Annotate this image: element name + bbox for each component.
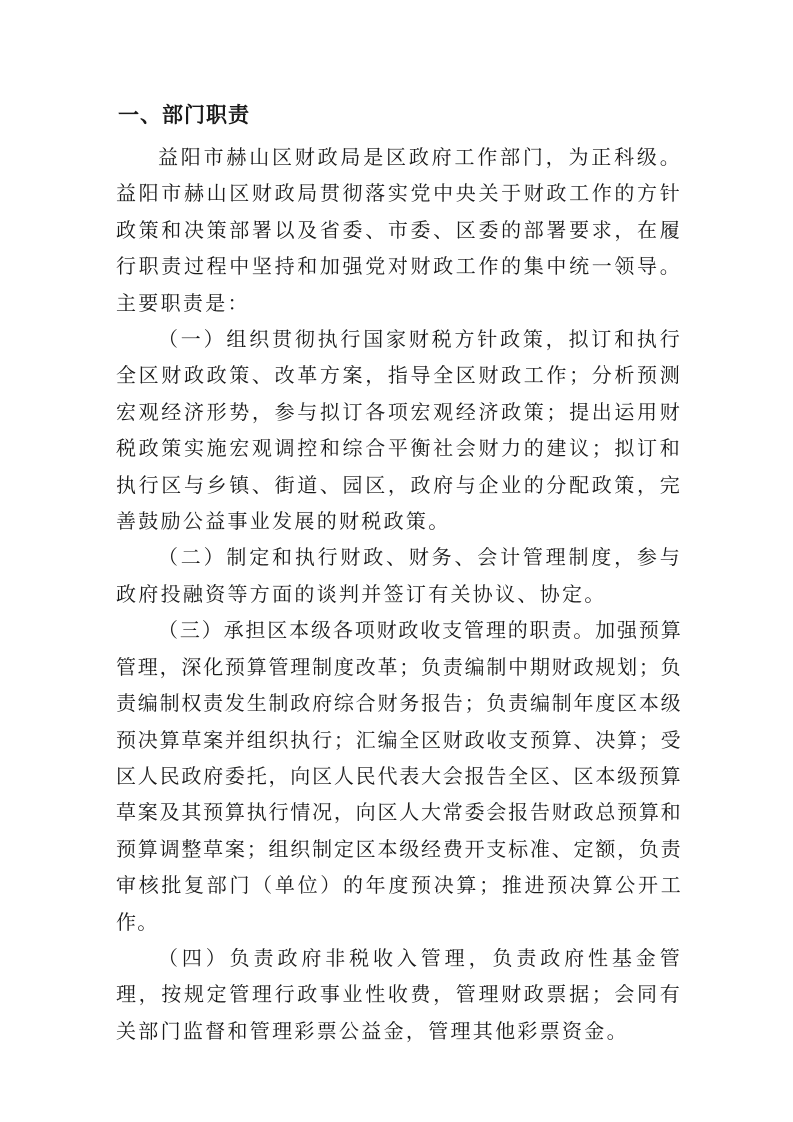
paragraph-duty-4: （四）负责政府非税收入管理，负责政府性基金管理，按规定管理行政事业性收费，管理财政票据；会同有关部门监督和管理彩票公益金，管理其他彩票资金。 [116,945,682,1043]
paragraph-duty-3: （三）承担区本级各项财政收支管理的职责。加强预算管理，深化预算管理制度改革；负责编制中期财政规划；负责编制权责发生制政府综合财务报告；负责编制年度区本级预决算草案并组织执行；汇编全区财政收支预算、决算；受区人民政府委托，向区人民代表大会报告全区、区本级预算草案及其预算执行情况，向区人大常委会报告财政总预算和预算调整草案；组织制定区本级经费开支标准、定额，负责审核批复部门（单位）的年度预决算；推进预决算公开工作。 [116,618,682,934]
paragraph-duty-1: （一）组织贯彻执行国家财税方针政策，拟订和执行全区财政政策、改革方案，指导全区财政工作；分析预测宏观经济形势，参与拟订各项宏观经济政策；提出运用财税政策实施宏观调控和综合平衡社会财力的建议；拟订和执行区与乡镇、街道、园区，政府与企业的分配政策，完善鼓励公益事业发展的财税政策。 [116,327,682,534]
section-body [116,139,682,1049]
section-heading: 一、部门职责 [118,103,250,127]
paragraph-duty-2: （二）制定和执行财政、财务、会计管理制度，参与政府投融资等方面的谈判并签订有关协议、协定。 [116,545,682,606]
paragraph-intro: 益阳市赫山区财政局是区政府工作部门，为正科级。益阳市赫山区财政局贯彻落实党中央关于财政工作的方针政策和决策部署以及省委、市委、区委的部署要求，在履行职责过程中坚持和加强党对财政工作的集中统一领导。主要职责是： [116,145,682,315]
